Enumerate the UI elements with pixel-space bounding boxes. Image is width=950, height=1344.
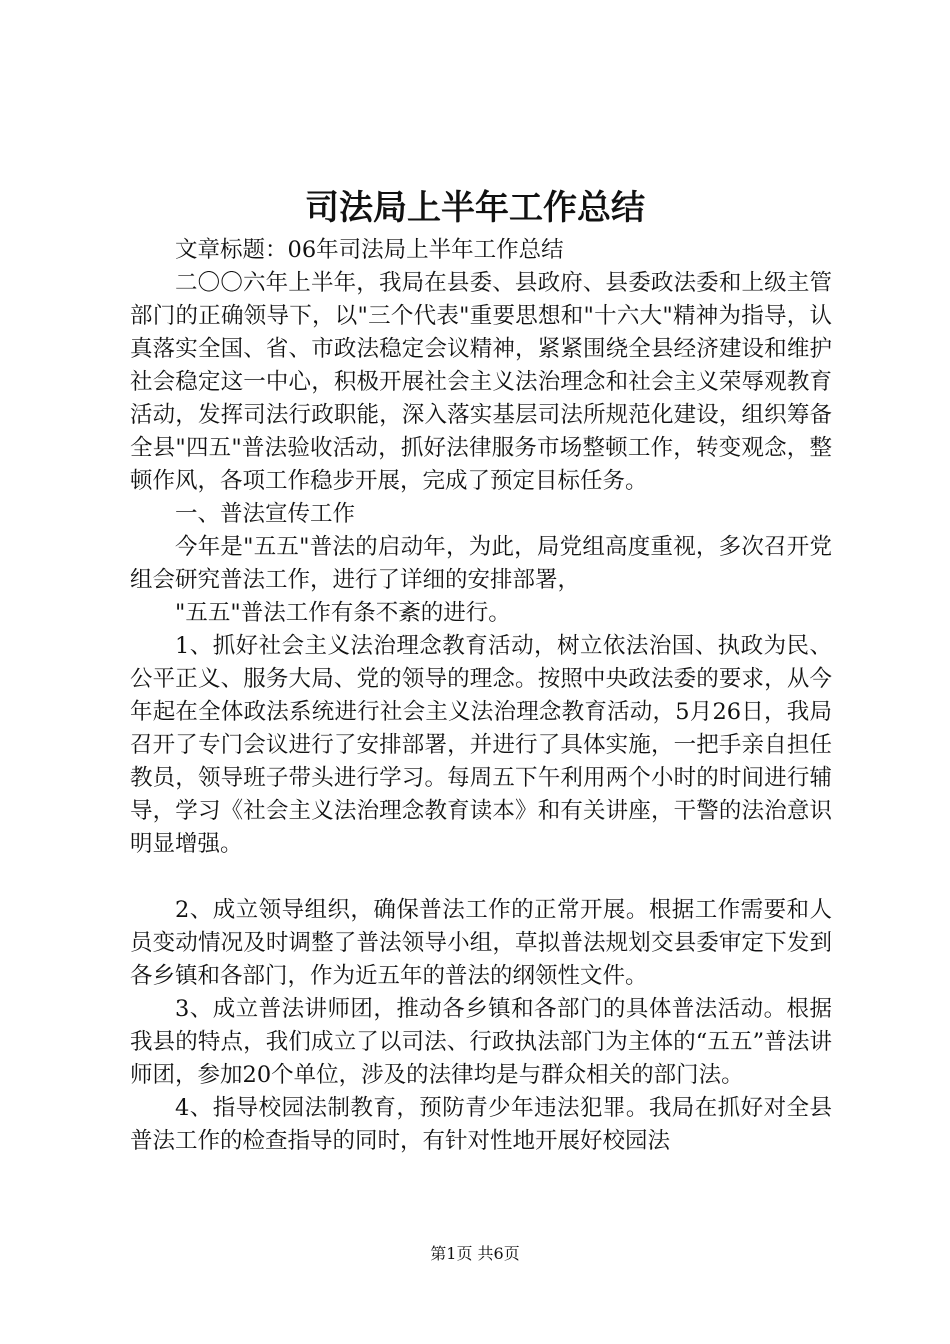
paragraph-item-4: 4、指导校园法制教育，预防青少年违法犯罪。我局在抓好对全县普法工作的检查指导的同时，有针对性地开展好校园法 (130, 1095, 832, 1154)
document-title: 司法局上半年工作总结 (305, 188, 645, 228)
page-number-footer: 第1页 共6页 (430, 1244, 520, 1263)
paragraph-wuwu-progress: "五五"普法工作有条不紊的进行。 (175, 600, 511, 626)
paragraph-item-1: 1、抓好社会主义法治理念教育活动，树立依法治国、执政为民、公平正义、服务大局、党的领导的理念。按照中央政法委的要求，从今年起在全体政法系统进行社会主义法治理念教育活动，5月26日，我局召开了专门会议进行了安排部署，并进行了具体实施，一把手亲自担任教员，领导班子带头进行学习。每周五下午利用两个小时的时间进行辅导，学习《社会主义法治理念教育读本》和有关讲座，干警的法治意识明显增强。 (130, 633, 832, 857)
paragraph-article-title: 文章标题：06年司法局上半年工作总结 (175, 237, 564, 263)
document-body (130, 234, 832, 1158)
paragraph-intro: 二〇〇六年上半年，我局在县委、县政府、县委政法委和上级主管部门的正确领导下，以"三个代表"重要思想和"十六大"精神为指导，认真落实全国、省、市政法稳定会议精神，紧紧围绕全县经济建设和维护社会稳定这一中心，积极开展社会主义法治理念和社会主义荣辱观教育活动，发挥司法行政职能，深入落实基层司法所规范化建设，组织筹备全县"四五"普法验收活动，抓好法律服务市场整顿工作，转变观念，整顿作风，各项工作稳步开展，完成了预定目标任务。 (130, 270, 832, 494)
paragraph-item-2: 2、成立领导组织，确保普法工作的正常开展。根据工作需要和人员变动情况及时调整了普法领导小组，草拟普法规划交县委审定下发到各乡镇和各部门，作为近五年的普法的纲领性文件。 (130, 897, 832, 989)
paragraph-wuwu-start: 今年是"五五"普法的启动年，为此，局党组高度重视，多次召开党组会研究普法工作，进行了详细的安排部署， (130, 534, 832, 593)
section-heading-legal-publicity: 一、普法宣传工作 (175, 501, 356, 527)
paragraph-item-3: 3、成立普法讲师团，推动各乡镇和各部门的具体普法活动。根据我县的特点，我们成立了以司法、行政执法部门为主体的“五五”普法讲师团，参加20个单位，涉及的法律均是与群众相关的部门法。 (130, 996, 832, 1088)
